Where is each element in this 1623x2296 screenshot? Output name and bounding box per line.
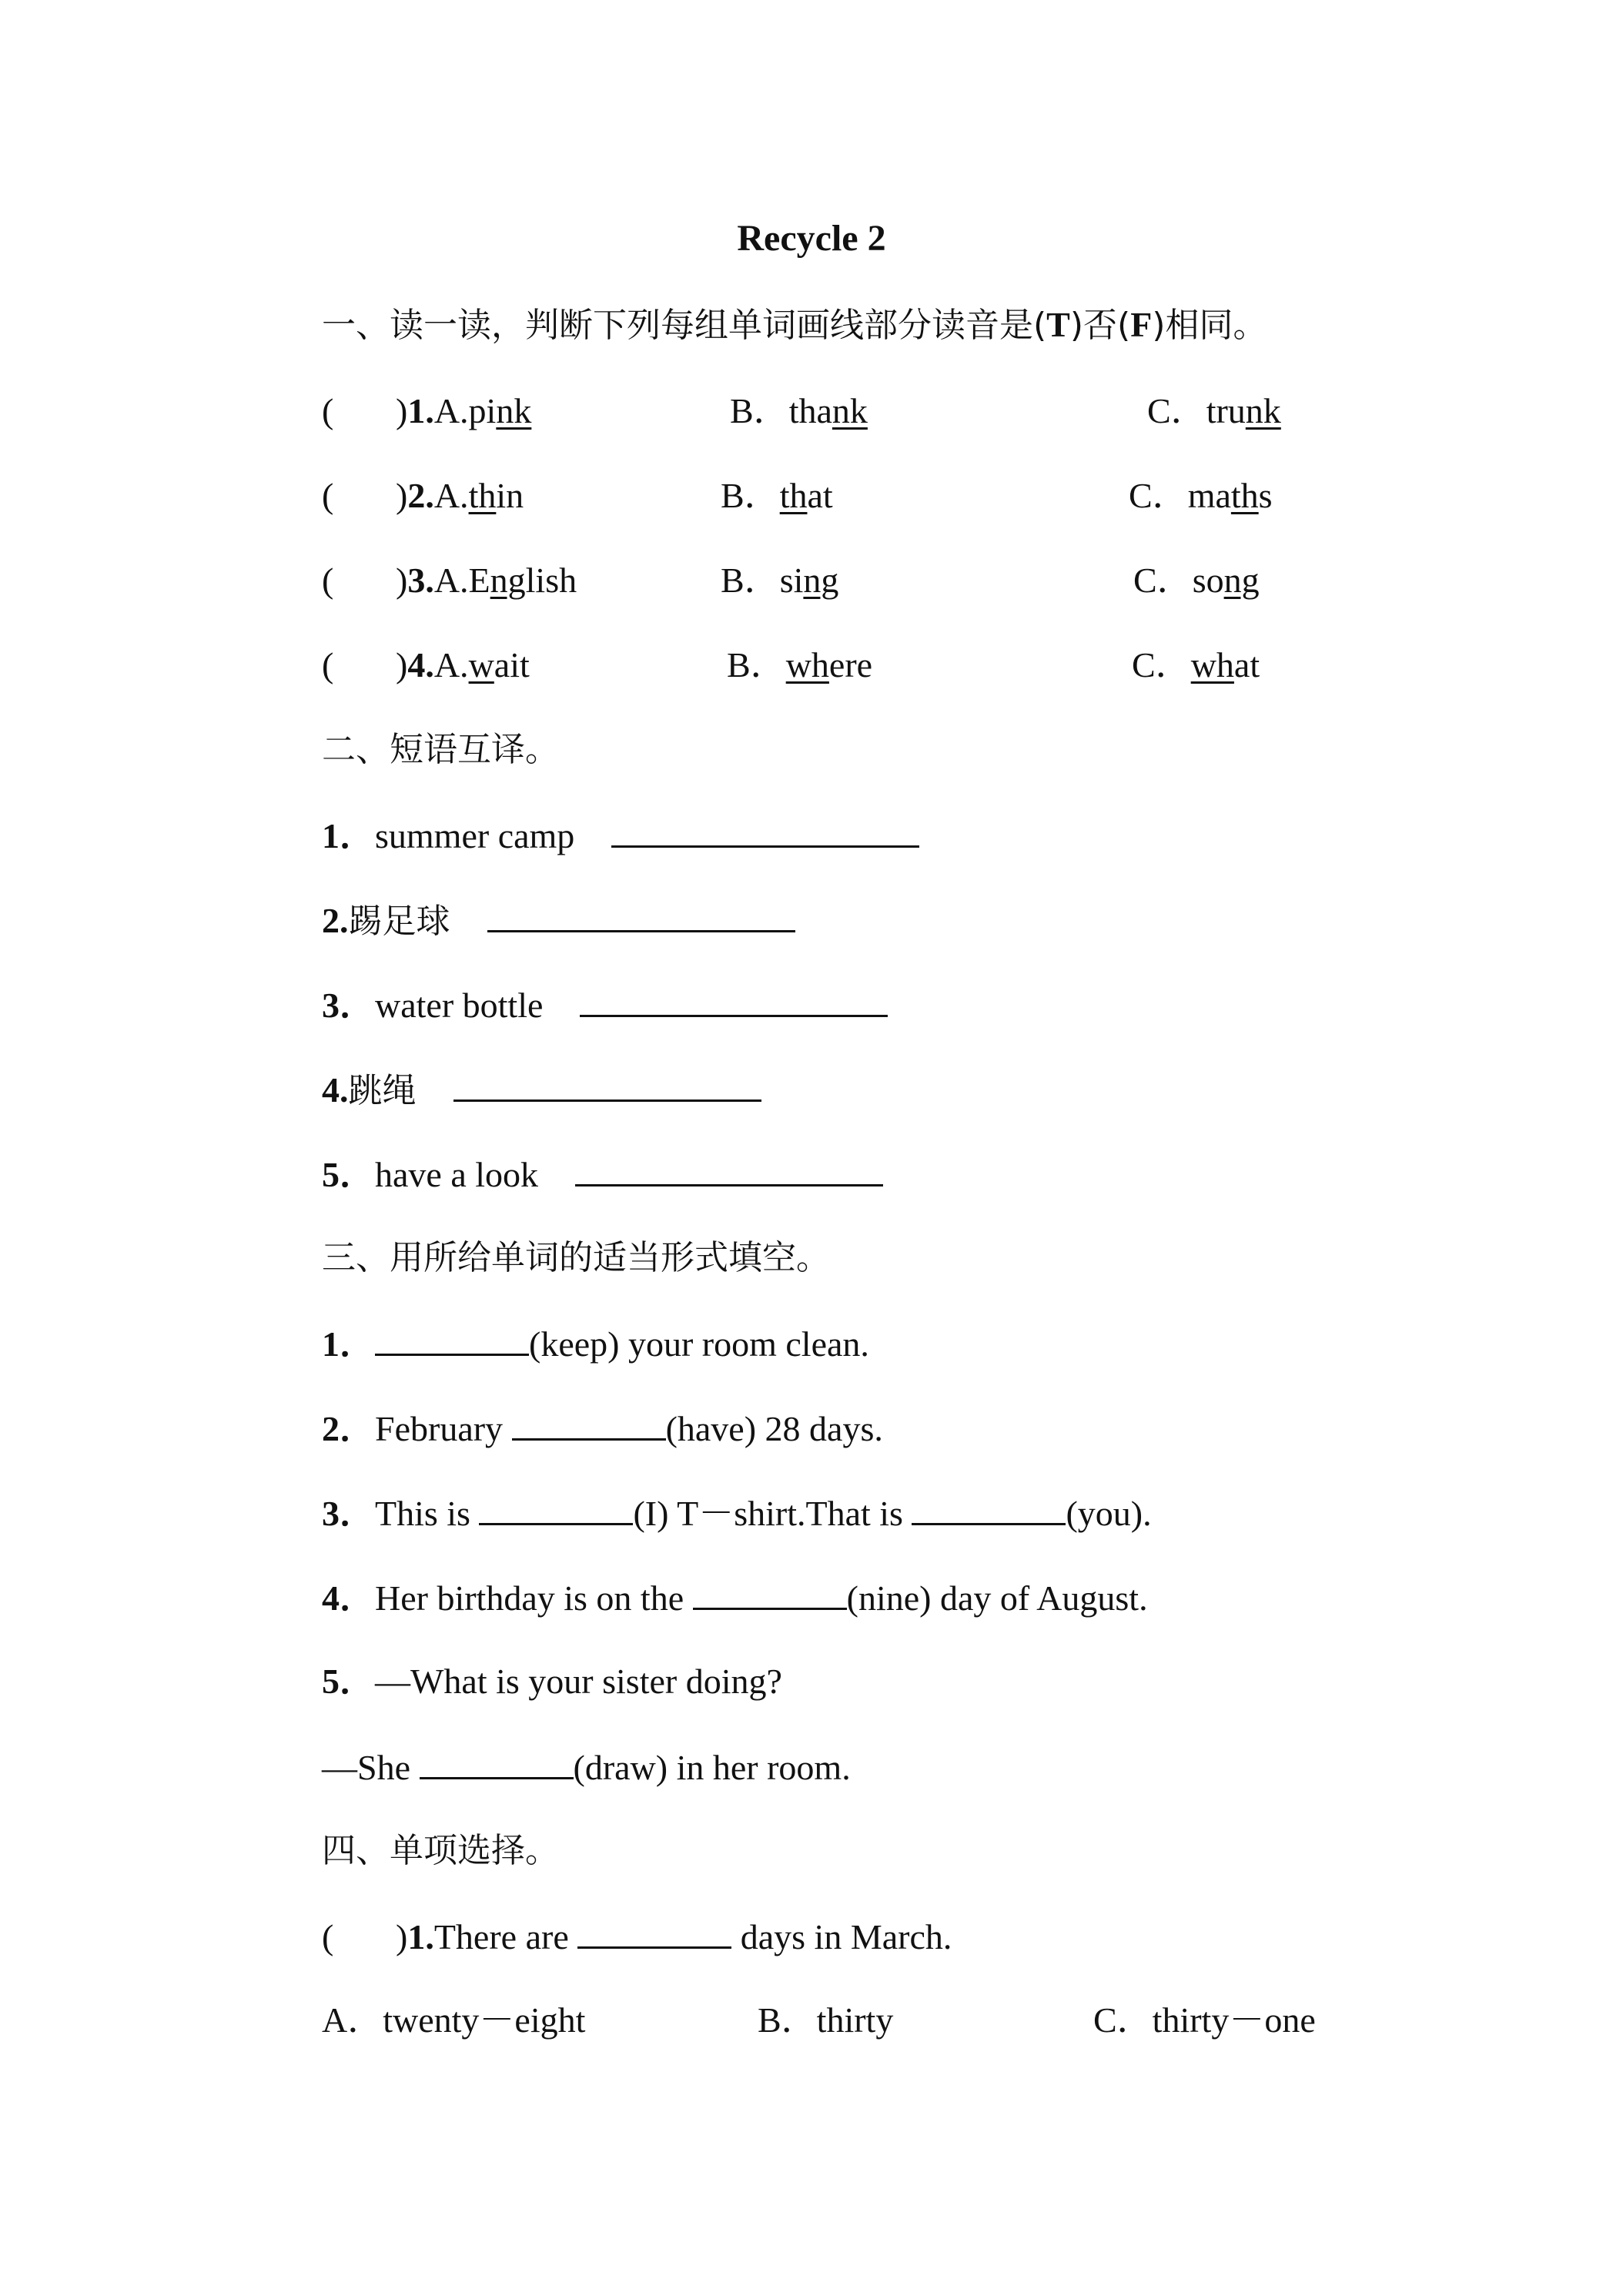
section3-heading: 三、用所给单词的适当形式填空。: [322, 1238, 830, 1277]
answer-bracket[interactable]: (: [322, 1917, 334, 1956]
s1-question-1: [322, 388, 1281, 434]
phrase-text: 跳绳: [348, 1071, 417, 1110]
answer-blank[interactable]: [912, 1489, 1066, 1525]
answer-bracket[interactable]: (: [322, 476, 334, 515]
heading-f: F: [1130, 305, 1153, 344]
s3-question-5-answer: [322, 1743, 851, 1791]
bracket-close: ): [396, 645, 408, 684]
question-text: (I) T－shirt.That is: [633, 1494, 912, 1533]
answer-blank[interactable]: [420, 1743, 574, 1779]
option-b[interactable]: B．thirty: [758, 2000, 894, 2040]
answer-blank[interactable]: [453, 1066, 761, 1102]
section4-heading: 四、单项选择。: [322, 1831, 559, 1870]
question-text: —What is your sister doing?: [375, 1662, 782, 1701]
question-number: 2.: [407, 476, 434, 515]
phrase-text: have a look: [375, 1155, 539, 1194]
question-text: There are: [433, 1917, 578, 1956]
option-text: A.pi: [433, 391, 497, 430]
option-text: tha: [788, 391, 832, 430]
question-number: 4．: [322, 1578, 375, 1618]
heading-text: 一、读一读，判断下列每组单词画线部分读音是(: [322, 306, 1047, 345]
s3-question-3: [322, 1489, 1152, 1537]
question-text: —She: [322, 1748, 420, 1787]
question-text: days in March.: [731, 1917, 952, 1956]
option-text: si: [779, 561, 804, 600]
option-c: [1129, 473, 1273, 519]
question-number: 3．: [322, 1494, 375, 1533]
answer-blank[interactable]: [693, 1574, 847, 1610]
s2-item-1: [322, 812, 919, 859]
option-text: tru: [1206, 391, 1246, 430]
question-number: 4.: [407, 645, 434, 684]
s3-question-2: [322, 1404, 883, 1452]
section1-heading: [322, 302, 1267, 349]
question-text: (nine) day of August.: [846, 1578, 1148, 1618]
underlined-part: nk: [832, 391, 868, 430]
option-text: in: [496, 476, 524, 515]
answer-bracket[interactable]: (: [322, 391, 334, 430]
s3-question-1: [322, 1320, 869, 1367]
item-number: 5．: [322, 1155, 375, 1194]
question-number: 2．: [322, 1409, 375, 1448]
option-text: at: [1233, 645, 1260, 684]
heading-text: )否(: [1069, 306, 1131, 345]
answer-blank[interactable]: [611, 812, 919, 848]
option-label: C．: [1132, 645, 1191, 684]
option-text: so: [1192, 561, 1224, 600]
option-label: C．: [1147, 391, 1206, 430]
answer-bracket[interactable]: (: [322, 645, 334, 684]
underlined-part: nk: [1245, 391, 1281, 430]
s2-item-3: [322, 981, 888, 1029]
option-label: C．: [1129, 476, 1188, 515]
s3-question-5: [322, 1658, 782, 1705]
phrase-text: 踢足球: [348, 902, 450, 941]
question-text: (keep) your room clean.: [529, 1324, 869, 1364]
underlined-part: ng: [1223, 561, 1260, 600]
answer-blank[interactable]: [577, 1913, 731, 1949]
underlined-part: th: [1230, 476, 1259, 515]
option-text: A.: [433, 476, 469, 515]
option-label: B．: [721, 561, 780, 600]
option-c: [1132, 642, 1260, 688]
option-b: [721, 557, 838, 604]
underlined-part: ng: [803, 561, 839, 600]
s4-question-1: [322, 1913, 952, 1960]
heading-text: )相同。: [1152, 306, 1267, 345]
question-number: 5．: [322, 1662, 375, 1701]
s4-options: [322, 1997, 1316, 2043]
answer-blank[interactable]: [375, 1320, 529, 1356]
bracket-close: ): [396, 1917, 408, 1956]
item-number: 2.: [322, 901, 349, 940]
answer-blank[interactable]: [580, 981, 888, 1017]
option-label: B．: [730, 391, 789, 430]
question-text: This is: [375, 1494, 480, 1533]
page-title: Recycle 2: [737, 218, 886, 259]
option-text: ere: [828, 645, 873, 684]
option-b: [721, 473, 833, 519]
option-b: [727, 642, 872, 688]
option-c: [1147, 388, 1281, 434]
option-text: at: [807, 476, 833, 515]
option-b: [730, 388, 868, 434]
answer-blank[interactable]: [479, 1489, 633, 1525]
option-text: ait: [494, 645, 530, 684]
question-number: 1.: [407, 391, 434, 430]
answer-blank[interactable]: [575, 1150, 883, 1186]
question-text: (have) 28 days.: [665, 1409, 883, 1448]
question-text: February: [375, 1409, 512, 1448]
option-text: A.E: [433, 561, 490, 600]
item-number: 1．: [322, 816, 375, 855]
underlined-part: w: [468, 645, 494, 684]
underlined-part: nk: [496, 391, 532, 430]
heading-t: T: [1046, 305, 1070, 344]
question-number: 1.: [407, 1917, 434, 1956]
phrase-text: water bottle: [375, 986, 544, 1025]
option-text: ma: [1187, 476, 1231, 515]
question-text: (draw) in her room.: [573, 1748, 851, 1787]
option-label: B．: [727, 645, 786, 684]
option-label: C．: [1133, 561, 1193, 600]
s1-question-4: [322, 642, 1260, 688]
phrase-text: summer camp: [375, 816, 575, 855]
answer-blank[interactable]: [487, 896, 795, 932]
answer-bracket[interactable]: (: [322, 561, 334, 600]
option-text: A.: [433, 645, 469, 684]
option-text: lish: [525, 561, 577, 600]
underlined-part: ng: [490, 561, 526, 600]
bracket-close: ): [396, 476, 408, 515]
question-number: 1．: [322, 1324, 375, 1364]
question-number: 3.: [407, 561, 434, 600]
underlined-part: th: [779, 476, 808, 515]
bracket-close: ): [396, 561, 408, 600]
s2-item-5: [322, 1150, 883, 1198]
underlined-part: th: [468, 476, 497, 515]
option-c[interactable]: C．thirty－one: [1093, 2000, 1316, 2040]
item-number: 4.: [322, 1070, 349, 1110]
section2-heading: 二、短语互译。: [322, 730, 559, 769]
s1-question-3: [322, 557, 1260, 604]
option-text: s: [1258, 476, 1273, 515]
answer-blank[interactable]: [512, 1404, 666, 1441]
s1-question-2: [322, 473, 1273, 519]
s3-question-4: [322, 1574, 1148, 1622]
bracket-close: ): [396, 391, 408, 430]
question-text: (you).: [1066, 1494, 1152, 1533]
underlined-part: wh: [1190, 645, 1234, 684]
option-label: B．: [721, 476, 780, 515]
question-text: Her birthday is on the: [375, 1578, 693, 1618]
underlined-part: wh: [785, 645, 829, 684]
item-number: 3．: [322, 986, 375, 1025]
option-a[interactable]: A．twenty－eight: [322, 2000, 586, 2040]
s2-item-4: [322, 1066, 761, 1114]
s2-item-2: [322, 896, 795, 945]
option-c: [1133, 557, 1260, 604]
